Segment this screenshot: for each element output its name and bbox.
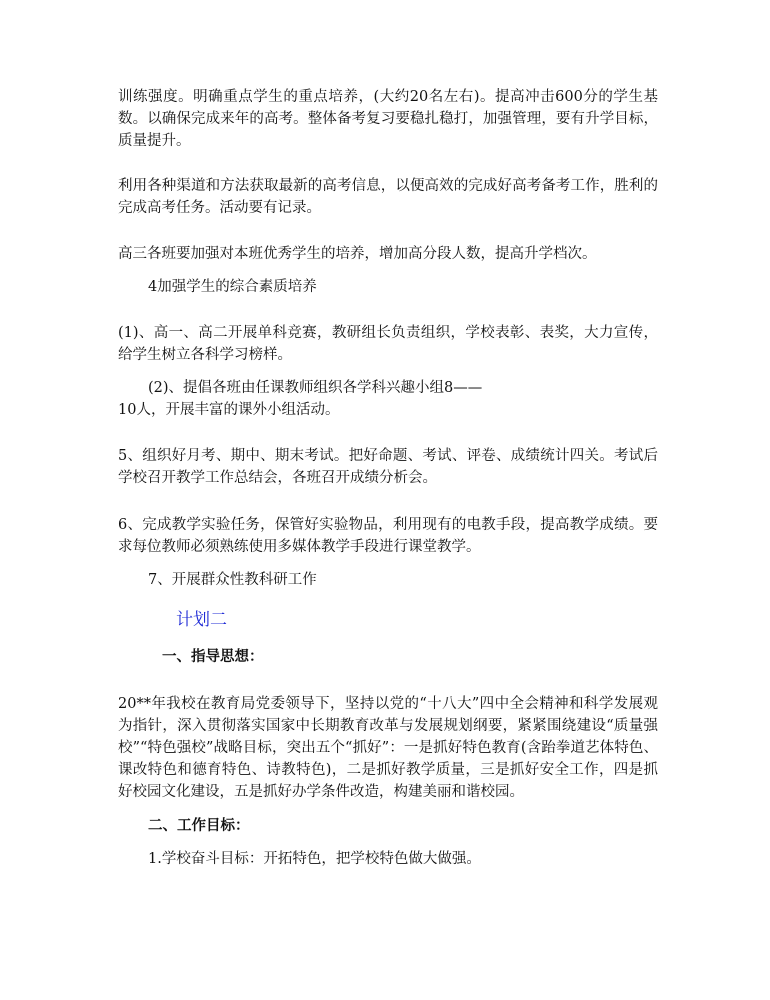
paragraph-exams: 5、组织好月考、期中、期末考试。把好命题、考试、评卷、成绩统计四关。考试后学校召开教学工作总结会，各班召开成绩分析会。 (118, 448, 658, 486)
paragraph-training-intensity: 训练强度。明确重点学生的重点培养，(大约20名左右)。提高冲击600分的学生基数。以确保完成来年的高考。整体备考复习要稳扎稳打，加强管理，要有升学目标，质量提升。 (118, 89, 658, 149)
heading-guiding-thought-text: 一、指导思想： (162, 648, 264, 665)
section-heading-quality: 4加强学生的综合素质培养 (148, 279, 317, 295)
paragraph-experiments: 6、完成教学实验任务，保管好实验物品，利用现有的电教手段，提高教学成绩。要求每位教师必须熟练使用多媒体教学手段进行课堂教学。 (118, 517, 658, 555)
paragraph-guiding-thought: 20**年我校在教育局党委领导下，坚持以党的“十八大”四中全会精神和科学发展观为指针，深入贯彻落实国家中长期教育改革与发展规划纲要，紧紧围绕建设“质量强校”“特色强校”战略目标，突出五个“抓好”：一是抓好特色教育(含跆拳道艺体特色、课改特色和德育特色、诗教特色)，二是抓好教学质量，三是抓好安全工作，四是抓好校园文化建设，五是抓好办学条件改造，构建美丽和谐校园。 (118, 696, 658, 800)
paragraph-school-goal: 1.学校奋斗目标：开拓特色，把学校特色做大做强。 (148, 851, 481, 867)
paragraph-exam-info: 利用各种渠道和方法获取最新的高考信息，以便高效的完成好高考备考工作，胜利的完成高考任务。活动要有记录。 (118, 178, 658, 216)
interest-groups-line-1: (2)、提倡各班由任课教师组织各学科兴趣小组8—— (148, 380, 483, 396)
heading-guiding-thought (118, 646, 658, 668)
paragraph-senior-classes: 高三各班要加强对本班优秀学生的培养，增加高分段人数，提高升学档次。 (118, 246, 597, 262)
paragraph-interest-groups (118, 377, 658, 421)
paragraph-research: 7、开展群众性教科研工作 (148, 572, 317, 588)
interest-groups-line-2: 10人，开展丰富的课外小组活动。 (118, 402, 340, 418)
heading-work-goals: 二、工作目标： (148, 817, 250, 834)
document-page (118, 86, 658, 870)
paragraph-competition: (1)、高一、高二开展单科竞赛，教研组长负责组织，学校表彰、表奖，大力宣传，给学生树立各科学习榜样。 (118, 325, 658, 363)
plan-two-title: 计划二 (176, 610, 227, 630)
